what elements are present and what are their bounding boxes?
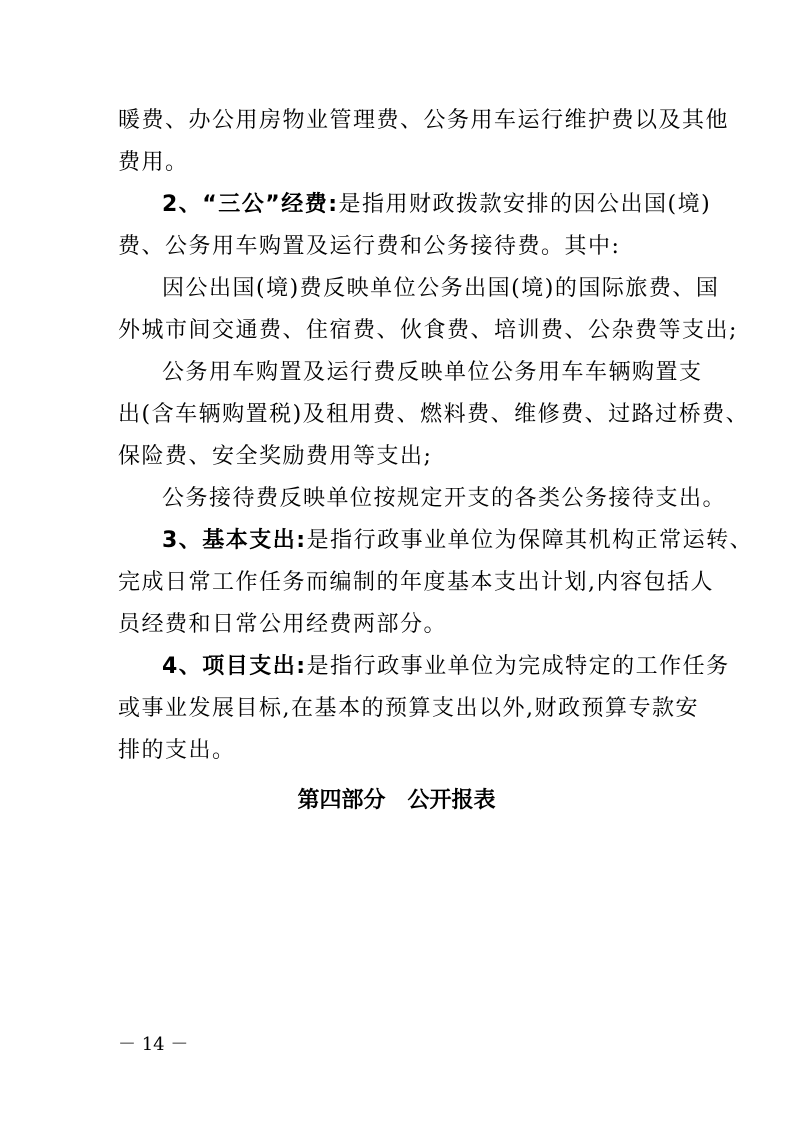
paragraph-line: 费、公务用车购置及运行费和公务接待费。其中:	[118, 234, 621, 259]
page-number: － 14 －	[118, 1034, 189, 1055]
paragraph-line: 费用。	[118, 150, 189, 175]
paragraph-line: 公务用车购置及运行费反映单位公务用车车辆购置支	[162, 360, 703, 385]
paragraph-line: 或事业发展目标,在基本的预算支出以外,财政预算专款安	[118, 696, 699, 721]
term-definition: 是指行政事业单位为完成特定的工作任务	[306, 654, 730, 679]
paragraph-line: 暖费、办公用房物业管理费、公务用车运行维护费以及其他	[118, 108, 730, 133]
paragraph-line: 完成日常工作任务而编制的年度基本支出计划,内容包括人	[118, 570, 714, 595]
term-label-project-expenditure: 4、项目支出:	[162, 654, 307, 679]
paragraph-line: 保险费、安全奖励费用等支出;	[118, 444, 433, 469]
paragraph-line: 公务接待费反映单位按规定开支的各类公务接待支出。	[162, 486, 727, 511]
paragraph-line: 出(含车辆购置税)及租用费、燃料费、维修费、过路过桥费、	[118, 402, 750, 427]
term-definition: 是指行政事业单位为保障其机构正常运转、	[306, 528, 754, 553]
term-label-basic-expenditure: 3、基本支出:	[162, 528, 307, 553]
term-definition: 是指用财政拨款安排的因公出国(境)	[338, 192, 712, 217]
paragraph-line	[162, 526, 753, 556]
paragraph-line: 外城市间交通费、住宿费、伙食费、培训费、公杂费等支出;	[118, 318, 738, 343]
paragraph-line: 因公出国(境)费反映单位公务出国(境)的国际旅费、国	[162, 276, 720, 301]
section-heading: 第四部分 公开报表	[297, 788, 496, 813]
term-label-three-public: 2、“三公”经费:	[162, 192, 339, 217]
paragraph-line: 员经费和日常公用经费两部分。	[118, 612, 448, 637]
paragraph-line	[162, 652, 730, 682]
paragraph-line: 排的支出。	[118, 738, 236, 763]
paragraph-line	[162, 190, 711, 220]
